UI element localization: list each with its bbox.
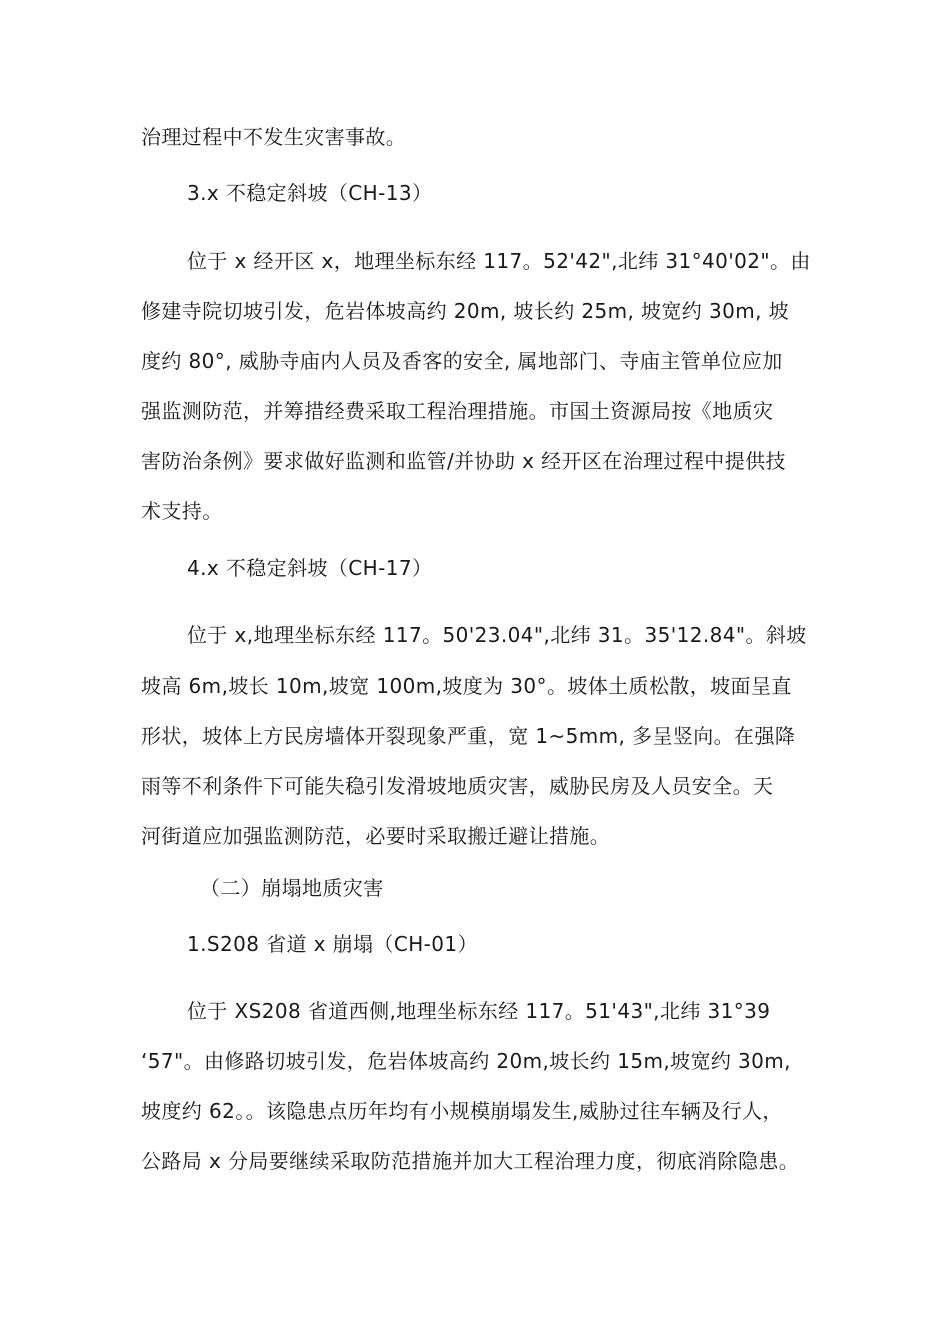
- paragraph-line: 强监测防范，并筹措经费采取工程治理措施。市国土资源局按《地质灾: [141, 399, 774, 423]
- paragraph-line: 坡高 6m,坡长 10m,坡宽 100m,坡度为 30°。坡体土质松散，坡面呈直: [141, 674, 792, 698]
- paragraph-line: 形状，坡体上方民房墙体开裂现象严重，宽 1~5mm, 多呈竖向。在强降: [141, 724, 796, 748]
- paragraph-line: 位于 XS208 省道西侧,地理坐标东经 117。51'43",北纬 31°39: [187, 999, 771, 1023]
- paragraph-line: 害防治条例》要求做好监测和监管/并协助 x 经开区在治理过程中提供技: [141, 449, 786, 473]
- paragraph-line: 度约 80°, 威胁寺庙内人员及香客的安全, 属地部门、寺庙主管单位应加: [141, 349, 783, 373]
- section-heading: 3.x 不稳定斜坡（CH-13）: [187, 181, 433, 205]
- paragraph-line: 雨等不利条件下可能失稳引发滑坡地质灾害，威胁民房及人员安全。天: [141, 774, 774, 798]
- section-heading: （二）崩塌地质灾害: [200, 876, 384, 900]
- paragraph-line: 治理过程中不发生灾害事故。: [141, 125, 407, 149]
- paragraph-line: 河街道应加强监测防范，必要时采取搬迁避让措施。: [141, 824, 611, 848]
- paragraph-line: 位于 x 经开区 x，地理坐标东经 117。52'42",北纬 31°40'02"。由: [187, 249, 811, 273]
- paragraph-line: 术支持。: [141, 499, 223, 523]
- paragraph-line: ‘57"。由修路切坡引发，危岩体坡高约 20m,坡长约 15m,坡宽约 30m,: [141, 1049, 791, 1073]
- section-heading: 4.x 不稳定斜坡（CH-17）: [187, 556, 433, 580]
- section-heading: 1.S208 省道 x 崩塌（CH-01）: [187, 932, 478, 956]
- paragraph-line: 公路局 x 分局要继续采取防范措施并加大工程治理力度，彻底消除隐患。: [141, 1149, 800, 1173]
- paragraph-line: 位于 x,地理坐标东经 117。50'23.04",北纬 31。35'12.84"。斜坡: [187, 623, 807, 647]
- paragraph-line: 修建寺院切坡引发，危岩体坡高约 20m, 坡长约 25m, 坡宽约 30m, 坡: [141, 299, 790, 323]
- paragraph-line: 坡度约 62。。该隐患点历年均有小规模崩塌发生,威胁过往车辆及行人，: [141, 1099, 783, 1123]
